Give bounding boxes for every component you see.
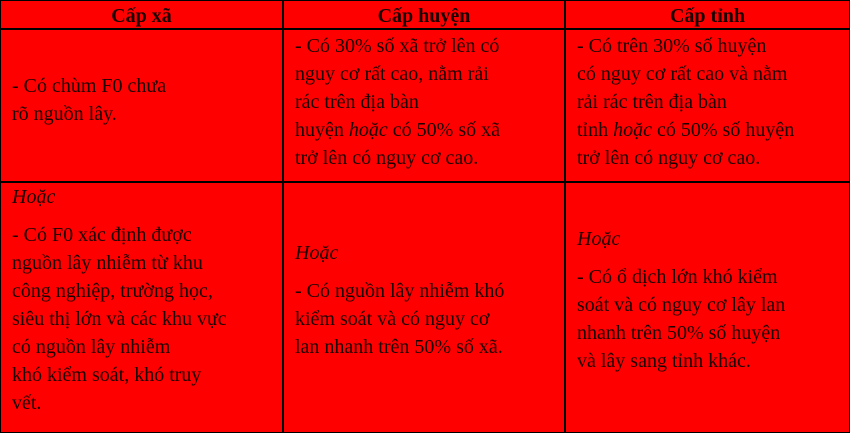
header-province-level: Cấp tỉnh bbox=[566, 1, 849, 28]
text-line: - Có nguồn lây nhiễm khó bbox=[295, 280, 505, 302]
text-segment: tỉnh bbox=[577, 119, 614, 141]
text-line: và lây sang tỉnh khác. bbox=[577, 350, 751, 372]
header-district-level: Cấp huyện bbox=[284, 1, 564, 28]
text-segment: có 50% số xã bbox=[387, 119, 500, 141]
row2-district-cell bbox=[284, 183, 564, 432]
text-line: siêu thị lớn và các khu vực bbox=[12, 308, 227, 330]
text-line: - Có F0 xác định được bbox=[12, 224, 192, 246]
row1-commune-cell bbox=[1, 30, 282, 181]
text-segment: huyện bbox=[295, 119, 349, 141]
text-line: rõ nguồn lây. bbox=[12, 103, 117, 125]
text-line: - Có 30% số xã trở lên có bbox=[295, 35, 500, 57]
text-line: có nguồn lây nhiễm bbox=[12, 336, 171, 358]
or-label: Hoặc bbox=[295, 242, 339, 264]
or-emphasis: hoặc bbox=[613, 119, 653, 141]
or-emphasis: hoặc bbox=[348, 119, 388, 141]
text-line: - Có trên 30% số huyện bbox=[577, 35, 767, 57]
spacer bbox=[295, 267, 554, 277]
text-line: có nguy cơ rất cao và nằm bbox=[577, 63, 788, 85]
text-line: kiểm soát và có nguy cơ bbox=[295, 308, 490, 330]
text-segment: có 50% số huyện bbox=[652, 119, 795, 141]
spacer bbox=[12, 211, 272, 221]
text-line: nhanh trên 50% số huyện bbox=[577, 322, 781, 344]
text-line-mixed bbox=[577, 116, 839, 144]
text-line: khó kiểm soát, khó truy bbox=[12, 364, 202, 386]
row1-district-cell bbox=[284, 30, 564, 181]
text-line: trở lên có nguy cơ cao. bbox=[577, 147, 761, 169]
or-label: Hoặc bbox=[12, 186, 56, 208]
text-line: - Có chùm F0 chưa bbox=[12, 75, 167, 97]
text-line: nguồn lây nhiễm từ khu bbox=[12, 252, 203, 274]
text-line: công nghiệp, trường học, bbox=[12, 280, 213, 302]
text-line: trở lên có nguy cơ cao. bbox=[295, 147, 479, 169]
row1-province-cell bbox=[566, 30, 849, 181]
text-line: lan nhanh trên 50% số xã. bbox=[295, 336, 503, 358]
text-line: nguy cơ rất cao, nằm rải bbox=[295, 63, 489, 85]
row2-commune-cell bbox=[1, 183, 282, 432]
text-line: - Có ổ dịch lớn khó kiểm bbox=[577, 266, 778, 288]
text-line: rải rác trên địa bàn bbox=[577, 91, 727, 113]
text-line: soát và có nguy cơ lây lan bbox=[577, 294, 786, 316]
text-line-mixed bbox=[295, 116, 554, 144]
text-line: rác trên địa bàn bbox=[295, 91, 419, 113]
text-line: vết. bbox=[12, 392, 42, 414]
header-commune-level: Cấp xã bbox=[1, 1, 282, 28]
row2-province-cell bbox=[566, 183, 849, 432]
or-label: Hoặc bbox=[577, 228, 621, 250]
spacer bbox=[577, 253, 839, 263]
